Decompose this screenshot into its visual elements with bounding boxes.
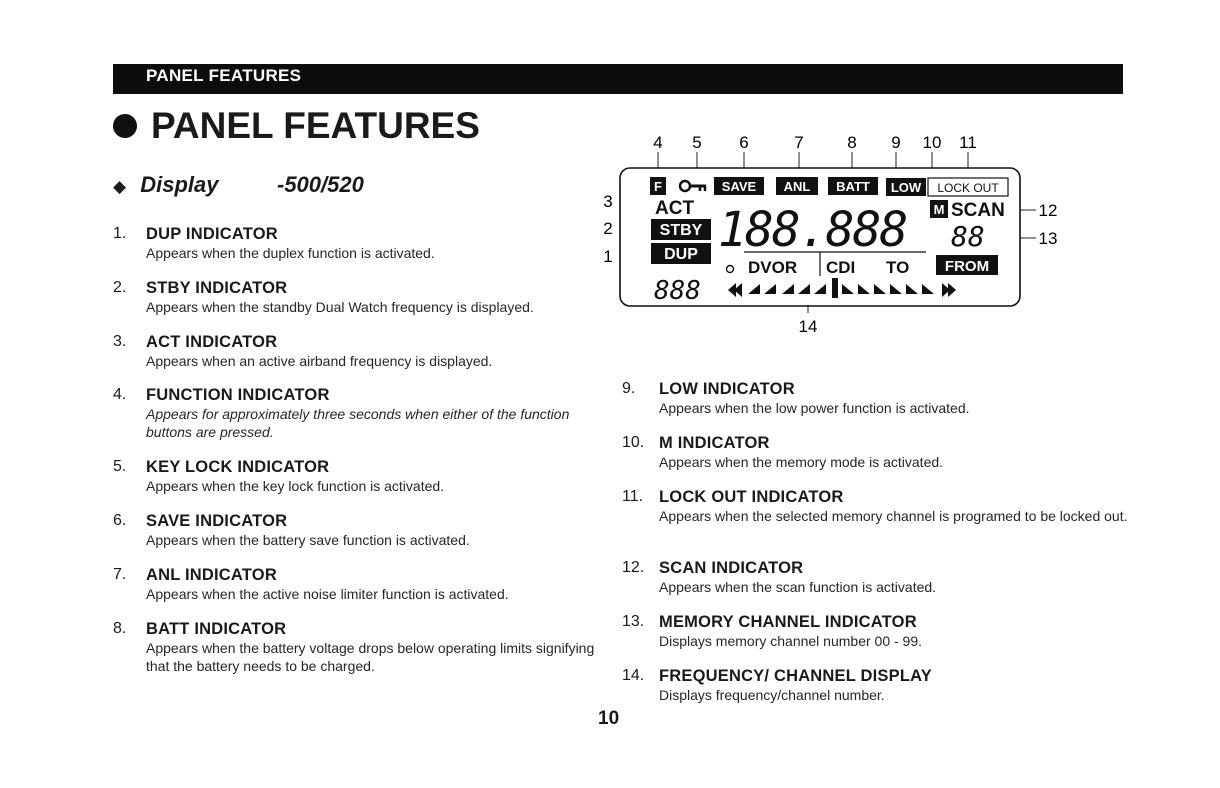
anl-indicator: ANL [783,179,811,194]
page-number: 10 [598,708,620,729]
item-description: Appears when the battery save function is activated. [146,532,470,548]
callout-12: 12 [1038,201,1058,220]
lcd-display-diagram [596,128,1066,338]
item-number: 4. [113,386,127,403]
callout-2: 2 [603,219,613,238]
section-header-bar [113,64,1123,94]
callout-4: 4 [653,133,663,152]
item-number: 14. [622,667,645,684]
item-label: SCAN INDICATOR [659,559,804,577]
item-description: Appears when the memory mode is activated. [659,454,944,470]
item-number: 10. [622,434,645,451]
page-title-text: PANEL FEATURES [151,105,480,146]
memory-channel-digits: 88 [951,220,985,253]
callout-1: 1 [603,247,613,266]
item-number: 12. [622,559,645,576]
item-description: Appears when the standby Dual Watch frequency is displayed. [146,299,534,315]
item-description: Displays memory channel number 00 - 99. [659,633,923,649]
section-header-label: PANEL FEATURES [146,66,302,85]
item-description: Appears when the active noise limiter function is activated. [146,586,509,602]
low-indicator: LOW [890,180,922,195]
item-description: Appears when the key lock function is activated. [146,478,445,494]
cdi-indicator: CDI [826,258,856,277]
item-description: Appears when an active airband frequency is displayed. [146,353,493,369]
section-subtitle-text: Display [140,172,219,197]
callout-13: 13 [1038,229,1058,248]
callout-14: 14 [798,317,818,336]
callout-9: 9 [891,133,901,152]
item-description: Appears when the battery voltage drops below operating limits signifying that the battery needs to be charged. [146,640,595,674]
item-label: FREQUENCY/ CHANNEL DISPLAY [659,667,932,685]
item-label: SAVE INDICATOR [146,512,288,530]
frequency-digits: 188.888 [718,202,907,258]
item-label: LOCK OUT INDICATOR [659,488,844,506]
item-description: Appears when the scan function is activated. [659,579,937,595]
item-number: 6. [113,512,127,529]
to-indicator: TO [886,258,910,277]
dvor-indicator: DVOR [748,258,798,277]
callout-6: 6 [739,133,749,152]
item-description: Appears when the duplex function is activated. [146,245,435,261]
stby-indicator: STBY [659,222,703,239]
item-label: DUP INDICATOR [146,225,278,243]
item-number: 11. [622,488,644,505]
item-label: LOW INDICATOR [659,380,795,398]
act-indicator: ACT [655,198,695,219]
scan-indicator: SCAN [951,200,1005,221]
item-label: ANL INDICATOR [146,566,277,584]
item-number: 1. [113,225,127,242]
small-digits: 888 [654,276,701,306]
item-description: Appears when the low power function is activated. [659,400,970,416]
item-number: 13. [622,613,645,630]
diamond-bullet-icon: ◆ [113,177,127,196]
callout-10: 10 [922,133,942,152]
item-description: Appears when the selected memory channel is programed to be locked out. [659,508,1128,524]
callout-3: 3 [603,192,613,211]
save-indicator: SAVE [721,179,757,194]
item-label: STBY INDICATOR [146,279,288,297]
item-number: 8. [113,620,127,637]
item-label: MEMORY CHANNEL INDICATOR [659,613,917,631]
callout-5: 5 [692,133,702,152]
item-label: ACT INDICATOR [146,333,278,351]
function-indicator: F [654,179,662,194]
item-number: 9. [622,380,636,397]
from-indicator: FROM [944,258,990,275]
dup-indicator: DUP [664,246,698,263]
item-number: 5. [113,458,127,475]
section-subtitle [113,172,364,202]
item-label: KEY LOCK INDICATOR [146,458,330,476]
item-description: Displays frequency/channel number. [659,687,885,703]
m-indicator: M [933,202,945,217]
lcd-diagram-svg [596,128,1066,338]
item-number: 3. [113,333,127,350]
callout-11: 11 [959,133,977,152]
item-label: M INDICATOR [659,434,770,452]
item-label: FUNCTION INDICATOR [146,386,330,404]
page-title [113,104,480,148]
item-number: 2. [113,279,127,296]
item-description: Appears for approximately three seconds when either of the function buttons are pressed. [146,406,570,440]
callout-8: 8 [847,133,857,152]
item-label: BATT INDICATOR [146,620,287,638]
bullet-icon [113,114,137,138]
model-number: -500/520 [277,172,364,197]
item-number: 7. [113,566,127,583]
lockout-indicator: LOCK OUT [937,181,999,195]
callout-7: 7 [794,133,804,152]
batt-indicator: BATT [836,179,870,194]
